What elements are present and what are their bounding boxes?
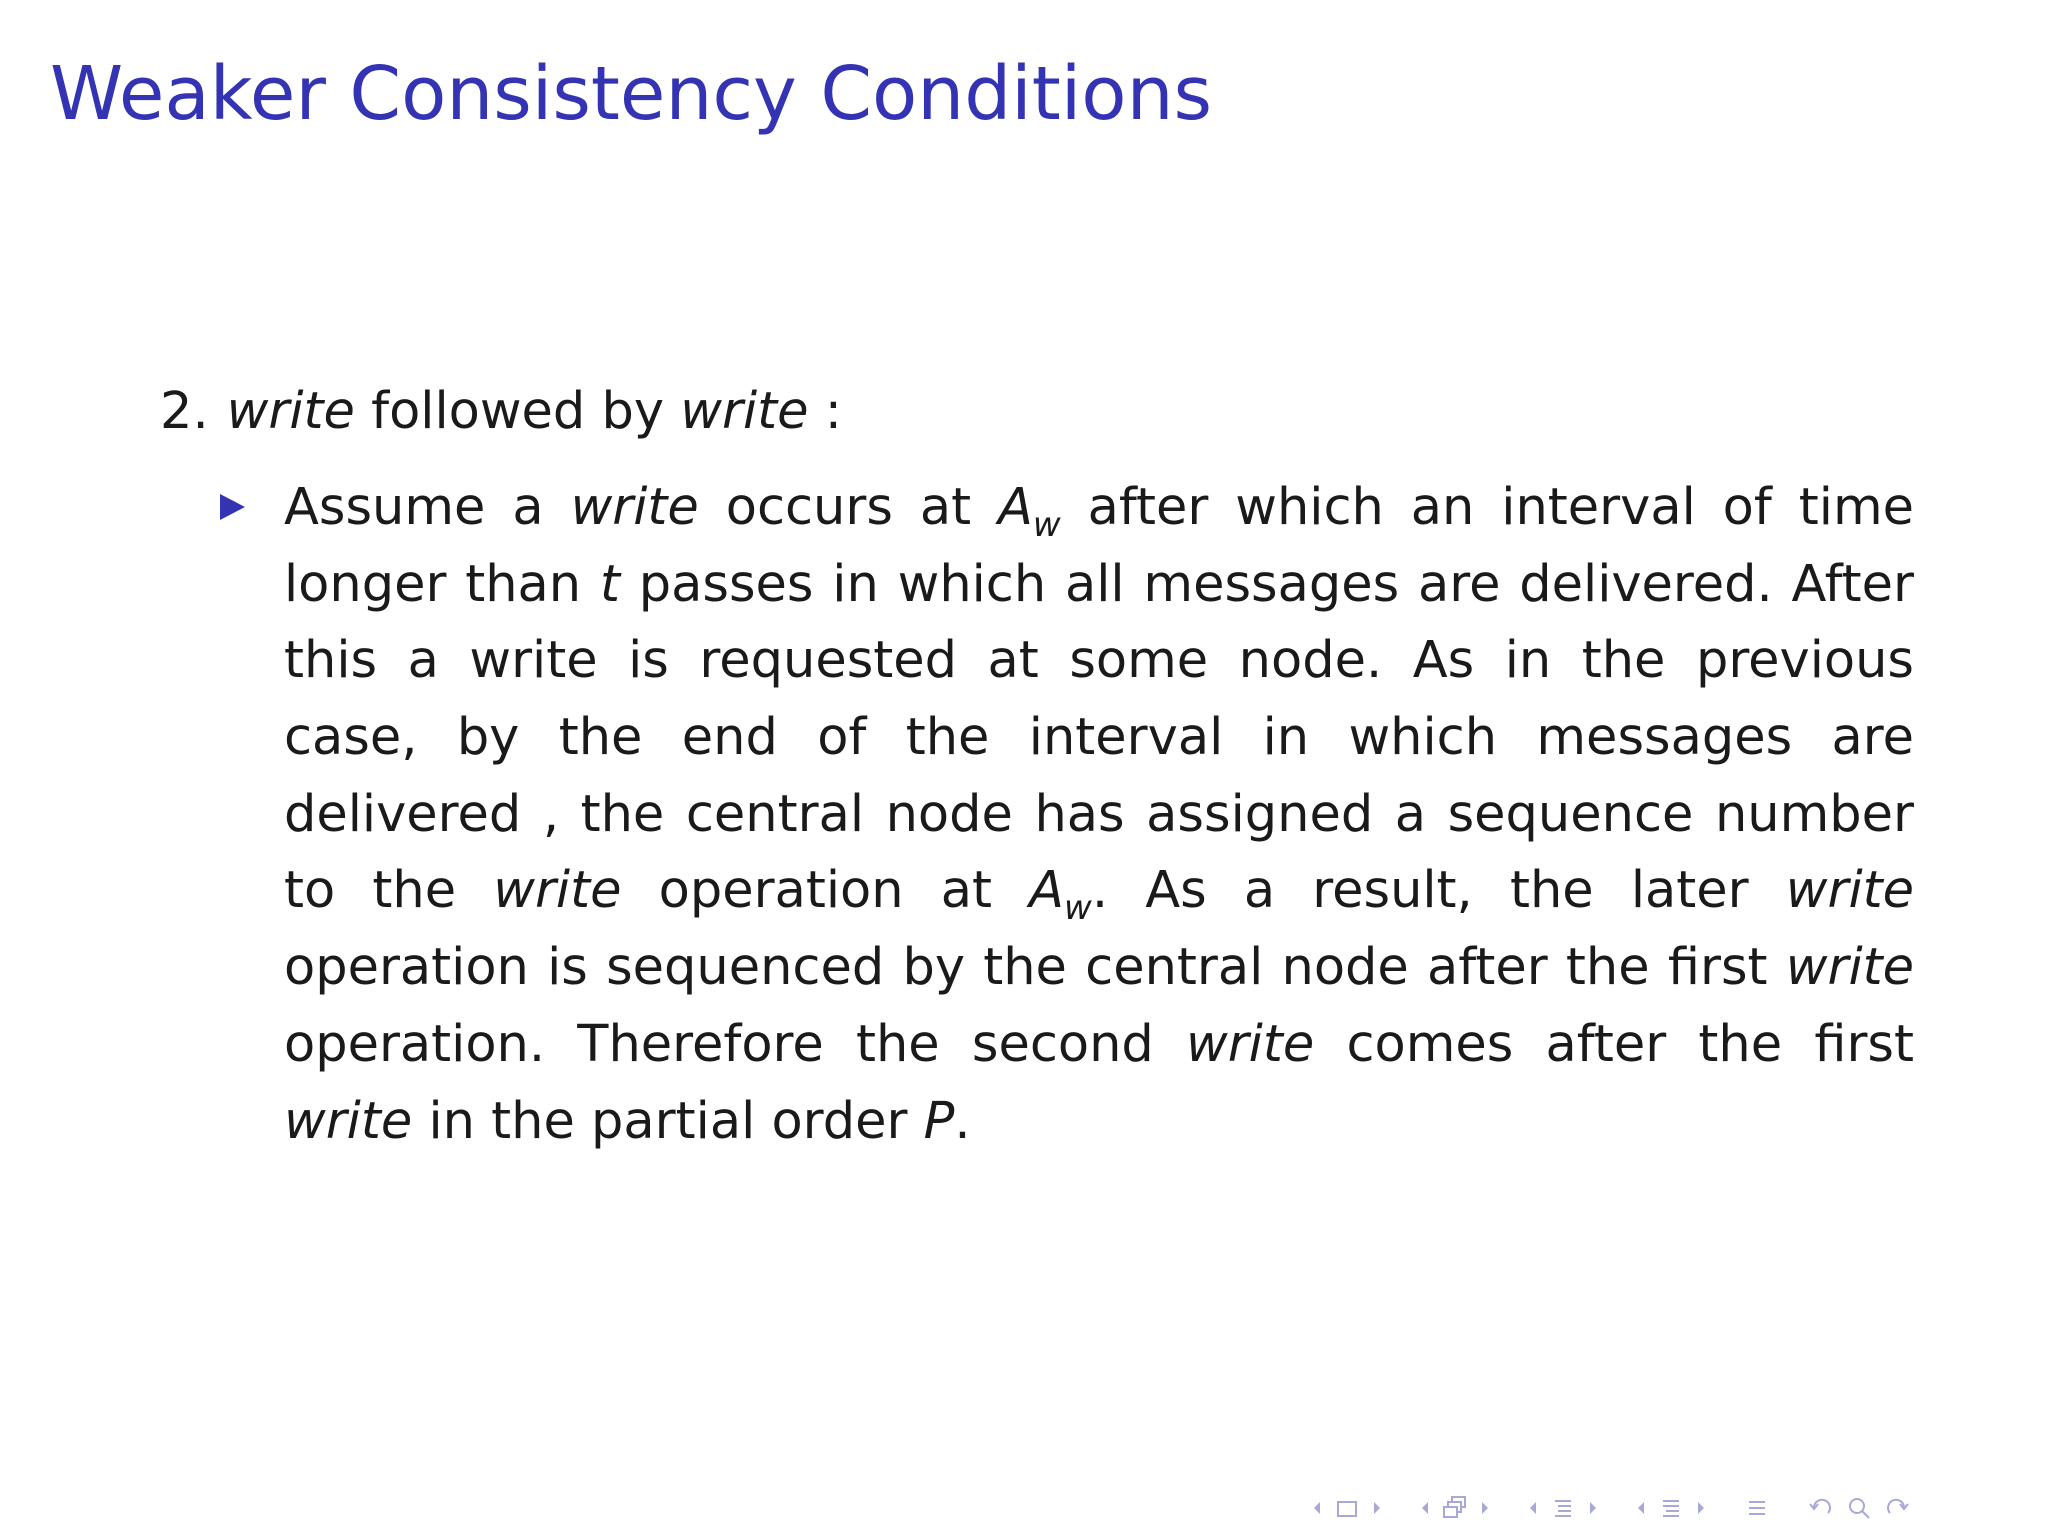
section-next-arrow-icon[interactable] — [1694, 1498, 1708, 1518]
paragraph-line — [284, 777, 1914, 854]
frame-nav-group — [1310, 1493, 1384, 1523]
frame-next-arrow-icon[interactable] — [1370, 1498, 1384, 1518]
search-icon[interactable] — [1844, 1493, 1874, 1523]
italic-term: write — [284, 1091, 413, 1151]
text-run: longer than — [284, 554, 600, 614]
italic-term: write — [570, 478, 699, 537]
slide-nav-group — [1418, 1493, 1492, 1523]
subsection-nav-group — [1526, 1493, 1600, 1523]
frame-prev-arrow-icon[interactable] — [1310, 1498, 1324, 1518]
paragraph-line — [284, 470, 1914, 547]
paragraph-line — [284, 930, 1914, 1007]
subsection-icon[interactable] — [1548, 1493, 1578, 1523]
text-run: to the — [284, 861, 494, 921]
paragraph-line — [284, 547, 1914, 624]
text-run: occurs at — [698, 478, 999, 537]
toc-nav-group — [1742, 1493, 1772, 1523]
italic-term: A — [998, 478, 1033, 537]
heading-colon: : — [808, 382, 842, 441]
frame-icon[interactable] — [1332, 1493, 1362, 1523]
paragraph-line — [284, 700, 1914, 777]
section-icon[interactable] — [1656, 1493, 1686, 1523]
paragraph-line — [284, 623, 1914, 700]
paragraph-line — [284, 853, 1914, 930]
slide-title: Weaker Consistency Conditions — [50, 51, 1213, 137]
italic-term: A — [1029, 861, 1065, 921]
italic-term: write — [1785, 861, 1914, 921]
subsection-next-arrow-icon[interactable] — [1586, 1498, 1600, 1518]
search-nav-group — [1806, 1493, 1912, 1523]
italic-term: write — [493, 861, 622, 921]
heading-text: followed by — [354, 382, 681, 441]
italic-term: write — [1186, 1014, 1315, 1074]
bullet-paragraph — [284, 470, 1914, 1160]
text-run: passes in which all messages are delivered. After — [619, 554, 1915, 614]
text-run: in the partial order — [412, 1091, 924, 1151]
italic-term: P — [923, 1091, 955, 1151]
text-run: operation is sequenced by the central node after the first — [284, 938, 1786, 998]
text-run: operation at — [621, 861, 1030, 921]
enumerate-item-heading — [160, 374, 842, 450]
toc-icon[interactable] — [1742, 1493, 1772, 1523]
subsection-prev-arrow-icon[interactable] — [1526, 1498, 1540, 1518]
text-run: case, by the end of the interval in which messages are — [284, 708, 1914, 768]
text-run: Assume a — [284, 478, 571, 537]
paragraph-line — [284, 1084, 1914, 1161]
italic-term: t — [599, 554, 620, 614]
text-run: after which an interval of time — [1060, 478, 1915, 537]
paragraph-line — [284, 1007, 1914, 1084]
slide-next-arrow-icon[interactable] — [1478, 1498, 1492, 1518]
redo-icon[interactable] — [1882, 1493, 1912, 1523]
undo-icon[interactable] — [1806, 1493, 1836, 1523]
text-run: . As a result, the later — [1091, 861, 1786, 921]
math-subscript: w — [1032, 505, 1061, 545]
section-prev-arrow-icon[interactable] — [1634, 1498, 1648, 1518]
heading-term-write-2: write — [680, 382, 809, 441]
math-subscript: w — [1064, 888, 1092, 929]
bullet-triangle-icon — [220, 494, 245, 520]
text-run: operation. Therefore the second — [284, 1014, 1186, 1074]
text-run: . — [954, 1091, 971, 1151]
text-run: this a write is requested at some node. As in the previous — [284, 631, 1914, 691]
text-run: delivered , the central node has assigned a sequence number — [284, 784, 1914, 844]
item-number: 2. — [160, 382, 209, 441]
beamer-navigation-bar — [1310, 1488, 1946, 1528]
italic-term: write — [1785, 938, 1914, 998]
text-run: comes after the first — [1314, 1014, 1914, 1074]
slide-icon[interactable] — [1440, 1493, 1470, 1523]
slide-prev-arrow-icon[interactable] — [1418, 1498, 1432, 1518]
section-nav-group — [1634, 1493, 1708, 1523]
heading-term-write: write — [226, 382, 355, 441]
